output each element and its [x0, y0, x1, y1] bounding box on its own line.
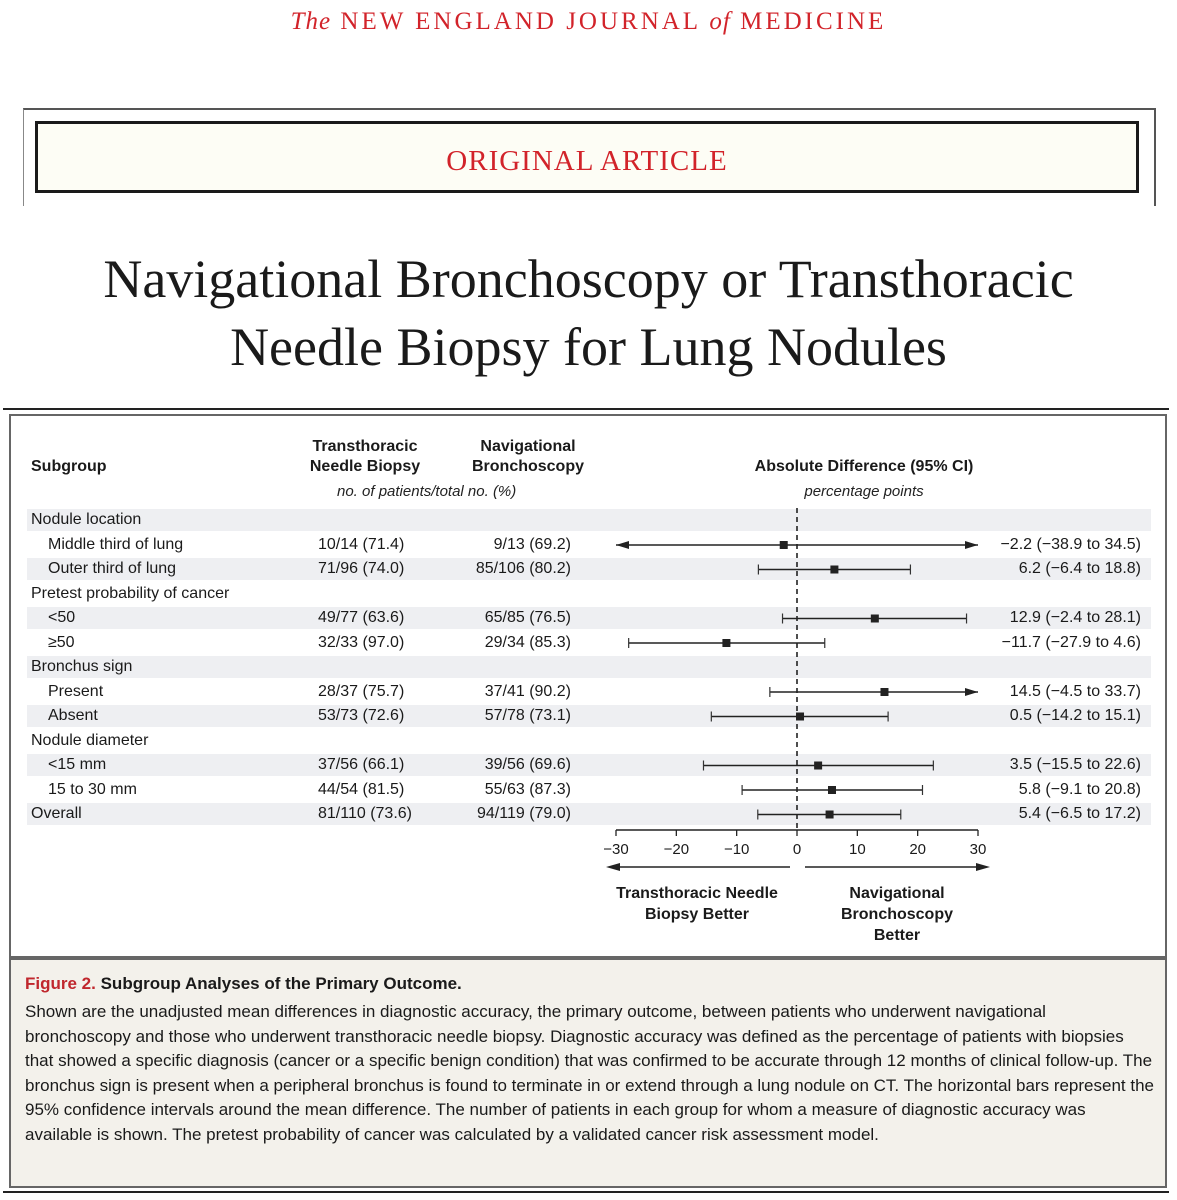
x-tick-label: 20 — [909, 841, 927, 858]
subgroup-category-row — [27, 583, 1151, 605]
ci-text: 6.2 (−6.4 to 18.8) — [1018, 560, 1141, 577]
ci-text: 12.9 (−2.4 to 28.1) — [1009, 609, 1141, 626]
article-type-box — [35, 121, 1139, 193]
category-label: Bronchus sign — [31, 658, 133, 675]
table-row — [27, 534, 1151, 556]
category-label: Nodule diameter — [31, 731, 149, 749]
subgroup-category-row — [27, 509, 1151, 531]
table-row — [27, 705, 1151, 727]
x-tick-label: −30 — [603, 841, 629, 858]
masthead-connector: of — [709, 8, 731, 35]
bottom-rule — [3, 1191, 1169, 1193]
nb-count: 65/85 (76.5) — [484, 609, 571, 626]
category-label: Pretest probability of cancer — [31, 584, 230, 602]
nb-count: 55/63 (87.3) — [484, 780, 571, 798]
article-title-line-1: Navigational Bronchoscopy or Transthoracic — [103, 249, 1074, 309]
subgroup-label: Outer third of lung — [48, 560, 177, 577]
subgroup-category-row — [27, 730, 1151, 752]
x-tick-label: 0 — [792, 841, 802, 858]
journal-masthead — [0, 8, 1177, 36]
caption-figure-title: Subgroup Analyses of the Primary Outcome. — [100, 974, 462, 993]
subgroup-label: Overall — [31, 805, 82, 822]
subgroup-label: <15 mm — [48, 756, 107, 773]
tnb-count: 49/77 (63.6) — [318, 609, 405, 626]
favors-right-label — [820, 883, 974, 946]
table-row — [27, 681, 1151, 703]
nb-count: 9/13 (69.2) — [493, 535, 571, 553]
tnb-count: 71/96 (74.0) — [318, 560, 405, 577]
subgroup-label: Middle third of lung — [48, 535, 184, 553]
x-tick-label: −20 — [663, 841, 690, 858]
header-tnb-line-1: Transthoracic — [312, 438, 418, 455]
subgroup-label: 15 to 30 mm — [48, 780, 137, 798]
article-type-label: ORIGINAL ARTICLE — [446, 145, 728, 177]
tnb-count: 81/110 (73.6) — [318, 805, 412, 822]
subgroup-category-row — [27, 656, 1151, 678]
nb-count: 94/119 (79.0) — [477, 805, 571, 822]
nb-count: 85/106 (80.2) — [475, 560, 571, 577]
favors-right-line-3: Better — [873, 927, 921, 944]
header-difference: Absolute Difference (95% CI) — [754, 458, 974, 475]
top-rule — [3, 408, 1169, 410]
subgroup-label: <50 — [48, 609, 76, 626]
header-subgroup: Subgroup — [31, 458, 107, 475]
subgroup-label: Present — [48, 682, 104, 700]
table-row — [27, 632, 1151, 654]
ci-text: −2.2 (−38.9 to 34.5) — [1000, 535, 1141, 553]
masthead-name-1: NEW ENGLAND JOURNAL — [340, 8, 701, 35]
favors-left-label — [600, 883, 794, 925]
header-tnb — [296, 437, 434, 477]
favors-left-line-1: Transthoracic Needle — [616, 885, 778, 902]
tnb-count: 10/14 (71.4) — [318, 535, 405, 553]
table-row — [27, 607, 1151, 629]
favors-right-line-1: Navigational — [849, 885, 945, 902]
x-tick-label: 30 — [969, 841, 987, 858]
article-title — [0, 245, 1177, 381]
table-row — [27, 779, 1151, 801]
x-tick-label: 10 — [848, 841, 866, 858]
ci-text: 3.5 (−15.5 to 22.6) — [1009, 756, 1141, 773]
table-row — [27, 803, 1151, 825]
header-nb-line-1: Navigational — [480, 438, 576, 455]
header-difference-unit: percentage points — [804, 483, 924, 500]
nb-count: 37/41 (90.2) — [484, 682, 571, 700]
header-nb — [462, 437, 594, 477]
nb-count: 39/56 (69.6) — [484, 756, 571, 773]
subgroup-label: Absent — [48, 707, 98, 724]
header-tnb-line-2: Needle Biopsy — [309, 458, 421, 475]
figure-caption — [9, 958, 1167, 1188]
nb-count: 29/34 (85.3) — [484, 633, 571, 651]
caption-title — [25, 974, 462, 994]
favors-right-line-2: Bronchoscopy — [840, 906, 953, 923]
ci-text: 0.5 (−14.2 to 15.1) — [1009, 707, 1141, 724]
table-row — [27, 754, 1151, 776]
caption-text: Shown are the unadjusted mean differences in diagnostic accuracy, the primary outcome, between patients who underwent navigational bronchoscopy and those who underwent transthoracic needle biopsy. Diagnostic accuracy was defined as the percentage of patients with biopsies that showed a specific diagnosis (cancer or a specific benign condition) that was confirmed to be accurate through 12 months of clinical follow-up. The bronchus sign is present when a peripheral bronchus is found to terminate in or extend through a lung nodule on CT. The horizontal bars represent the 95% confidence intervals around the mean difference. The number of patients in each group for whom a measure of diagnostic accuracy was available is shown. The pretest probability of cancer was calculated by a validated cancer risk assessment model. — [25, 1002, 1154, 1144]
nb-count: 57/78 (73.1) — [484, 707, 571, 724]
masthead-name-2: MEDICINE — [740, 8, 887, 35]
caption-figure-label: Figure 2. — [25, 974, 96, 993]
subgroup-label: ≥50 — [48, 633, 75, 651]
tnb-count: 53/73 (72.6) — [318, 707, 405, 724]
table-row — [27, 558, 1151, 580]
tnb-count: 32/33 (97.0) — [318, 633, 405, 651]
tnb-count: 37/56 (66.1) — [318, 756, 405, 773]
category-label: Nodule location — [31, 511, 142, 528]
ci-text: 5.4 (−6.5 to 17.2) — [1018, 805, 1141, 822]
tnb-count: 44/54 (81.5) — [318, 780, 405, 798]
article-title-line-2: Needle Biopsy for Lung Nodules — [230, 317, 947, 377]
tnb-count: 28/37 (75.7) — [318, 682, 405, 700]
header-nb-line-2: Bronchoscopy — [471, 458, 584, 475]
masthead-prefix: The — [290, 8, 332, 35]
x-tick-label: −10 — [723, 841, 750, 858]
ci-text: 5.8 (−9.1 to 20.8) — [1018, 780, 1141, 798]
favors-left-line-2: Biopsy Better — [644, 906, 750, 923]
ci-text: 14.5 (−4.5 to 33.7) — [1009, 682, 1141, 700]
header-counts-unit: no. of patients/total no. (%) — [337, 483, 517, 500]
ci-text: −11.7 (−27.9 to 4.6) — [1001, 633, 1141, 651]
